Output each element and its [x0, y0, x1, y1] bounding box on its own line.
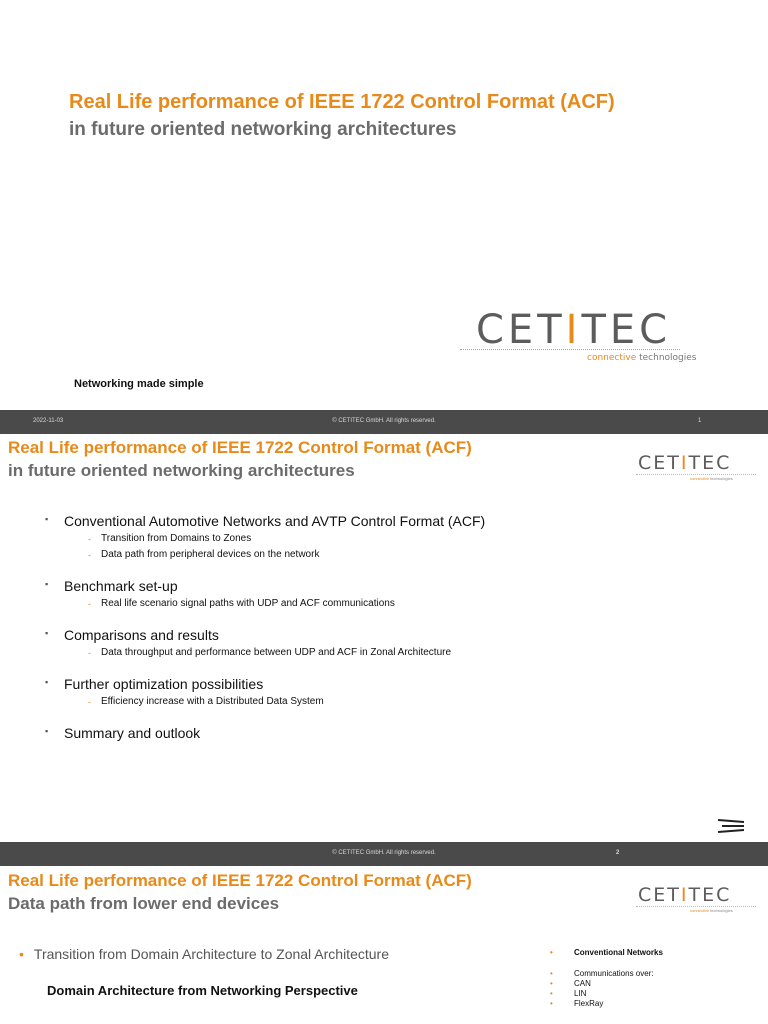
- logo-text-i: I: [680, 884, 689, 906]
- logo-sub-a: connective: [587, 353, 637, 363]
- square-bullet-icon: ▪: [45, 726, 49, 736]
- dot-bullet-icon: •: [550, 989, 553, 998]
- logo-dotted-line: [636, 906, 756, 907]
- cetitec-logo: [460, 308, 720, 368]
- side-heading: [550, 948, 760, 957]
- slide1-subtitle: in future oriented networking architectures: [69, 119, 457, 140]
- agenda-subitem-text: Data throughput and performance between UDP and ACF in Zonal Architecture: [101, 647, 452, 658]
- slide3-main-bullet-text: Transition from Domain Architecture to Zonal Architecture: [33, 946, 389, 962]
- agenda-subitem-text: Efficiency increase with a Distributed Data System: [101, 696, 324, 707]
- square-bullet-icon: ▪: [45, 579, 49, 589]
- dot-bullet-icon: •: [550, 969, 553, 978]
- agenda-subitem: [88, 596, 745, 612]
- side-list-item: [550, 979, 760, 989]
- agenda-item-title: Benchmark set-up: [64, 578, 178, 594]
- cetitec-logo: [636, 452, 761, 484]
- agenda-item: [45, 577, 745, 612]
- logo-text-b: TEC: [688, 884, 732, 906]
- side-list-item: [550, 999, 760, 1009]
- side-panel: [550, 948, 760, 1009]
- agenda-subitem: [88, 547, 745, 563]
- agenda-item: [45, 724, 745, 742]
- slide1-title: Real Life performance of IEEE 1722 Control Format (ACF): [69, 91, 615, 113]
- agenda-subitem-text: Data path from peripheral devices on the network: [101, 549, 320, 560]
- logo-text-i: I: [680, 452, 689, 474]
- logo-sub-b: technologies: [636, 353, 697, 363]
- agenda-subitem: [88, 694, 745, 710]
- logo-text-b: TEC: [581, 307, 672, 353]
- square-bullet-icon: ▪: [45, 628, 49, 638]
- agenda-subitem-text: Real life scenario signal paths with UDP and ACF communications: [101, 598, 395, 609]
- agenda-item-title: Further optimization possibilities: [64, 676, 264, 692]
- agenda-item: [45, 512, 745, 563]
- square-bullet-icon: ▪: [45, 514, 49, 524]
- slide2-title: Real Life performance of IEEE 1722 Control Format (ACF): [8, 438, 472, 457]
- slide1-tagline: Networking made simple: [74, 378, 204, 390]
- logo-dotted-line: [636, 474, 756, 475]
- logo-text-b: TEC: [688, 452, 732, 474]
- dash-bullet-icon: -: [88, 648, 91, 658]
- logo-text-a: CET: [638, 884, 681, 906]
- dot-bullet-icon: •: [550, 948, 553, 957]
- agenda-subitem: [88, 531, 745, 547]
- side-list-item-text: CAN: [574, 979, 591, 988]
- data-path-slide: [0, 866, 768, 1024]
- dash-bullet-icon: -: [88, 550, 91, 560]
- slide1-footer: [0, 410, 768, 434]
- agenda-item: [45, 626, 745, 661]
- dot-bullet-icon: •: [550, 999, 553, 1008]
- logo-sub-a: connective: [690, 908, 710, 913]
- agenda-subitem-text: Transition from Domains to Zones: [101, 533, 252, 544]
- logo-sub-a: connective: [690, 476, 710, 481]
- agenda-item-title: Comparisons and results: [64, 627, 219, 643]
- logo-text-a: CET: [476, 307, 566, 353]
- dash-bullet-icon: -: [88, 534, 91, 544]
- cetitec-arrows-icon: [716, 818, 746, 834]
- title-slide: [0, 0, 768, 410]
- square-bullet-icon: ▪: [45, 677, 49, 687]
- agenda-item: [45, 675, 745, 710]
- dash-bullet-icon: -: [88, 697, 91, 707]
- side-list-item: [550, 969, 760, 979]
- agenda-slide: [0, 434, 768, 842]
- footer-copyright: © CETITEC GmbH. All rights reserved.: [332, 418, 436, 424]
- slide3-title: Real Life performance of IEEE 1722 Control Format (ACF): [8, 871, 472, 890]
- dash-bullet-icon: -: [88, 599, 91, 609]
- footer-page-number: 2: [616, 850, 620, 856]
- agenda-list: [45, 512, 745, 756]
- slide3-subtitle: Data path from lower end devices: [8, 894, 280, 913]
- dot-bullet-icon: •: [19, 946, 24, 962]
- agenda-subitem: [88, 645, 745, 661]
- cetitec-logo: [636, 884, 761, 916]
- side-heading-text: Conventional Networks: [574, 948, 663, 957]
- slide3-main-bullet: [19, 946, 389, 962]
- logo-dotted-line: [460, 349, 680, 350]
- logo-sub-b: technologies: [709, 908, 733, 913]
- side-list-item-text: FlexRay: [574, 999, 604, 1008]
- logo-text-i: I: [565, 307, 582, 353]
- dot-bullet-icon: •: [550, 979, 553, 988]
- side-list-item-text: Communications over:: [574, 969, 654, 978]
- agenda-item-title: Summary and outlook: [64, 725, 201, 741]
- logo-sub-b: technologies: [709, 476, 733, 481]
- slide2-subtitle: in future oriented networking architectures: [8, 461, 355, 480]
- side-list-item-text: LIN: [574, 989, 587, 998]
- agenda-item-title: Conventional Automotive Networks and AVTP Control Format (ACF): [64, 513, 486, 529]
- logo-text-a: CET: [638, 452, 681, 474]
- footer-copyright: © CETITEC GmbH. All rights reserved.: [332, 850, 436, 856]
- footer-page-number: 1: [698, 418, 702, 424]
- footer-date: 2022-11-03: [33, 418, 64, 424]
- slide3-subheading: Domain Architecture from Networking Perspective: [47, 983, 358, 998]
- side-list-item: [550, 989, 760, 999]
- slide2-footer: [0, 842, 768, 866]
